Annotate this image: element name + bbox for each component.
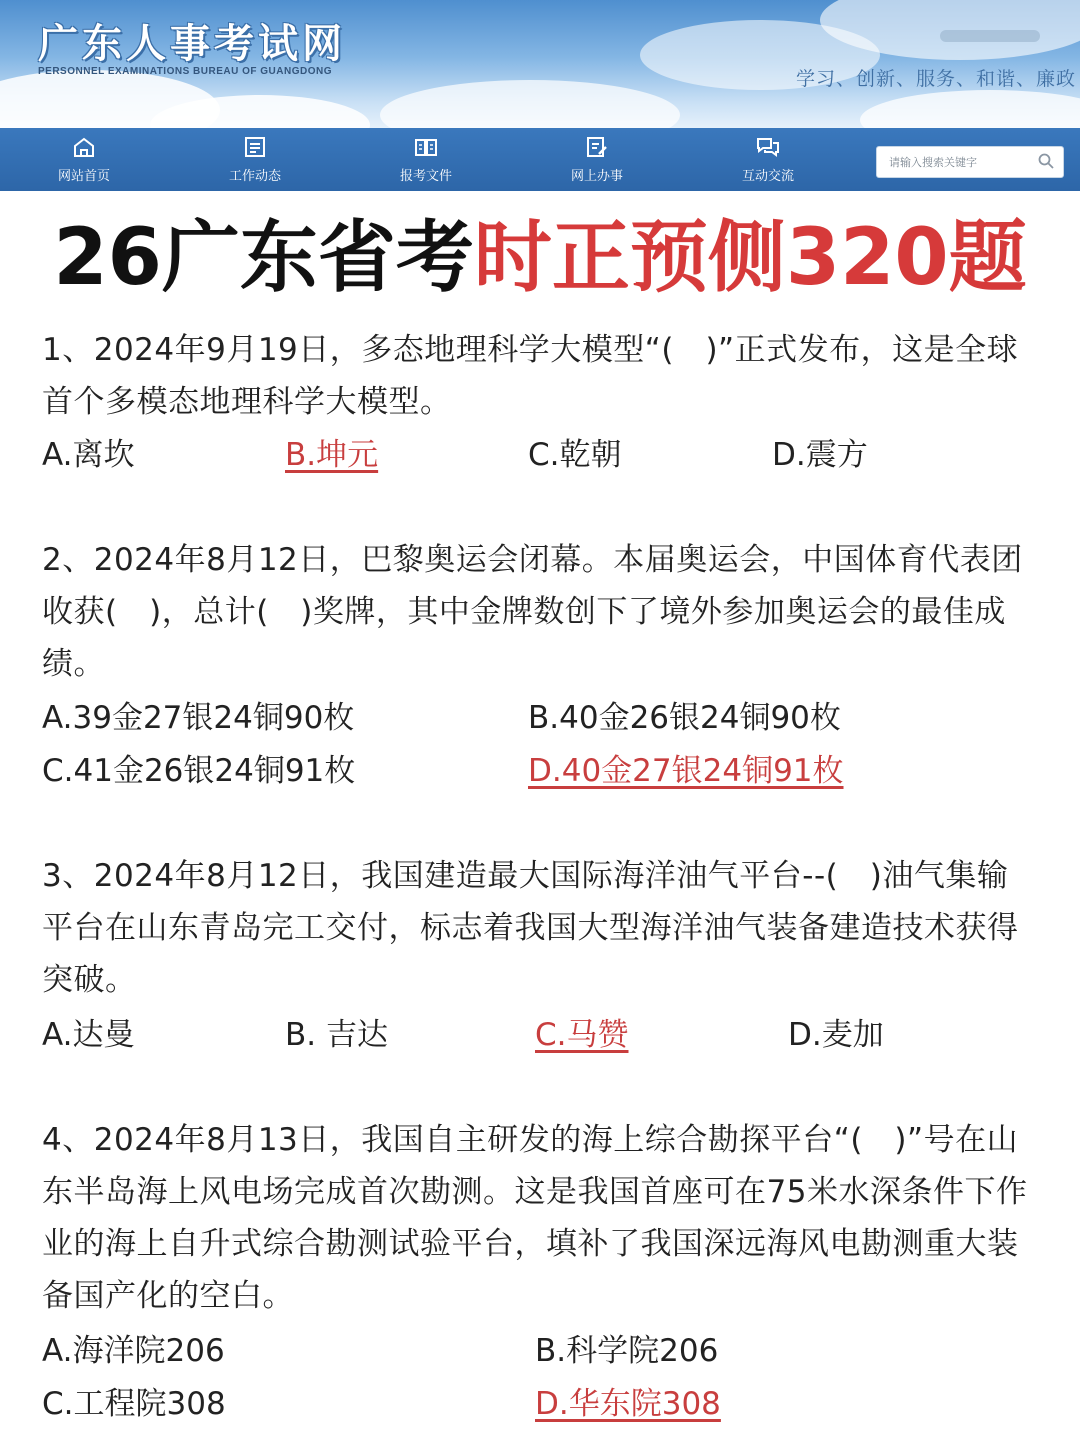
search-placeholder: 请输入搜索关键字 <box>889 156 977 169</box>
nav-item-online-service[interactable] <box>537 128 657 191</box>
question-2-text: 2、2024年8月12日，巴黎奥运会闭幕。本届奥运会，中国体育代表团收获( )，总计( )奖牌，其中金牌数创下了境外参加奥运会的最佳成绩。 <box>42 542 1023 682</box>
edit-icon <box>585 136 609 158</box>
search-input[interactable] <box>876 146 1064 178</box>
news-icon <box>243 136 267 158</box>
site-logo-title[interactable]: 广东人事考试网 <box>38 20 346 67</box>
title-part-red: 时正预侧320题 <box>473 213 1027 303</box>
question-1-text: 1、2024年9月19日，多态地理科学大模型“( )”正式发布，这是全球首个多模态地理科学大模型。 <box>42 332 1019 420</box>
site-banner <box>0 0 1080 128</box>
nav-label-online-service: 网上办事 <box>570 169 623 184</box>
question-2-option-a: A.39金27银24铜90枚 <box>42 700 355 736</box>
nav-label-news: 工作动态 <box>228 169 281 184</box>
question-3-option-d: D.麦加 <box>788 1017 884 1053</box>
question-1-option-d: D.震方 <box>772 437 868 473</box>
site-logo-subtitle: PERSONNEL EXAMINATIONS BUREAU OF GUANGDONG <box>38 66 332 77</box>
blurred-region <box>940 30 1040 42</box>
nav-item-home[interactable] <box>24 128 144 191</box>
question-1-option-b-answer: B.坤元 <box>285 437 379 473</box>
question-4-option-a: A.海洋院206 <box>42 1333 225 1369</box>
question-2-option-b: B.40金26银24铜90枚 <box>528 700 841 736</box>
nav-item-interaction[interactable] <box>708 128 828 191</box>
page-title <box>0 210 1080 306</box>
question-3-option-c-answer: C.马赞 <box>535 1017 629 1053</box>
question-3-text: 3、2024年8月12日，我国建造最大国际海洋油气平台--( )油气集输平台在山东青岛完工交付，标志着我国大型海洋油气装备建造技术获得突破。 <box>42 858 1019 998</box>
nav-label-home: 网站首页 <box>57 169 110 184</box>
question-4-option-b: B.科学院206 <box>535 1333 719 1369</box>
question-3-option-a: A.达曼 <box>42 1017 135 1053</box>
question-2-option-d-answer: D.40金27银24铜91枚 <box>528 753 844 789</box>
site-slogan: 学习、创新、服务、和谐、廉政 <box>795 68 1076 90</box>
search-icon[interactable] <box>1037 152 1055 170</box>
question-3-option-b: B. 吉达 <box>285 1017 388 1053</box>
title-part-black: 26广东省考 <box>53 213 474 303</box>
question-1-option-a: A.离坎 <box>42 437 135 473</box>
question-4-option-d-answer: D.华东院308 <box>535 1386 721 1422</box>
nav-item-news[interactable] <box>195 128 315 191</box>
question-2-option-c: C.41金26银24铜91枚 <box>42 753 356 789</box>
question-4-text: 4、2024年8月13日，我国自主研发的海上综合勘探平台“( )”号在山东半岛海上风电场完成首次勘测。这是我国首座可在75米水深条件下作业的海上自升式综合勘测试验平台，填补了我国深远海风电勘测重大装备国产化的空白。 <box>42 1122 1028 1314</box>
chat-icon <box>756 136 780 158</box>
nav-label-documents: 报考文件 <box>399 169 452 184</box>
question-4-option-c: C.工程院308 <box>42 1386 226 1422</box>
home-icon <box>72 136 96 158</box>
book-icon <box>414 136 438 158</box>
nav-label-interaction: 互动交流 <box>741 169 794 184</box>
question-1-option-c: C.乾朝 <box>528 437 622 473</box>
nav-item-documents[interactable] <box>366 128 486 191</box>
